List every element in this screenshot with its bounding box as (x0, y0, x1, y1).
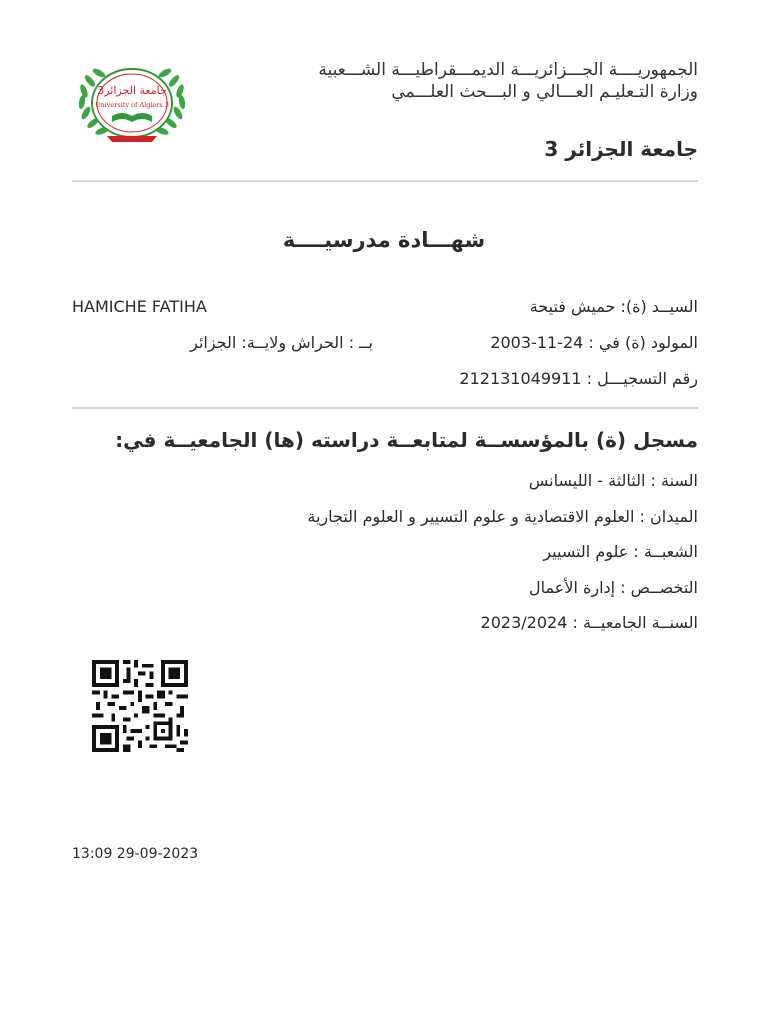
print-timestamp: 13:09 29-09-2023 (72, 846, 199, 862)
study-branch: الشعبــة : علوم التسيير (543, 542, 698, 561)
ministry-line: وزارة التـعليـم العـــالي و البـــحث العلـــمي (391, 82, 698, 102)
registration-number: رقم التسجيـــل : 212131049911 (459, 369, 698, 388)
certificate-title: شهـــادة مدرسيــــة (282, 228, 486, 252)
qr-code-icon (92, 660, 188, 752)
logo-arabic-text: جامعة الجزائر3 (97, 84, 167, 97)
study-year: السنة : الثالثة - الليسانس (528, 471, 698, 490)
republic-line: الجمهوريــــة الجـــزائريـــة الديمـــقراطيـــة الشـــعبية (318, 60, 698, 80)
details-divider (72, 407, 698, 409)
logo-latin-text: University of Algiers 3 (94, 101, 170, 109)
academic-year: السنــة الجامعيــة : 2023/2024 (480, 613, 698, 632)
birth-place: بــ : الحراش ولايــة: الجزائر (190, 333, 373, 352)
university-name: جامعة الجزائر 3 (544, 137, 698, 161)
qr-code (92, 660, 188, 752)
header-divider (72, 180, 698, 182)
birth-date: المولود (ة) في : 24-11-2003 (490, 333, 698, 352)
university-logo (72, 58, 192, 148)
enrollment-heading: مسجل (ة) بالمؤسســة لمتابعــة دراسته (ها) الجامعيــة في: (115, 428, 698, 452)
study-field: الميدان : العلوم الاقتصادية و علوم التسيير و العلوم التجارية (307, 507, 698, 526)
person-name-latin: HAMICHE FATIHA (72, 297, 207, 316)
university-emblem-icon (72, 58, 192, 148)
study-speciality: التخصــص : إدارة الأعمال (529, 578, 698, 597)
person-name-arabic: السيــد (ة): حميش فتيحة (529, 297, 698, 316)
